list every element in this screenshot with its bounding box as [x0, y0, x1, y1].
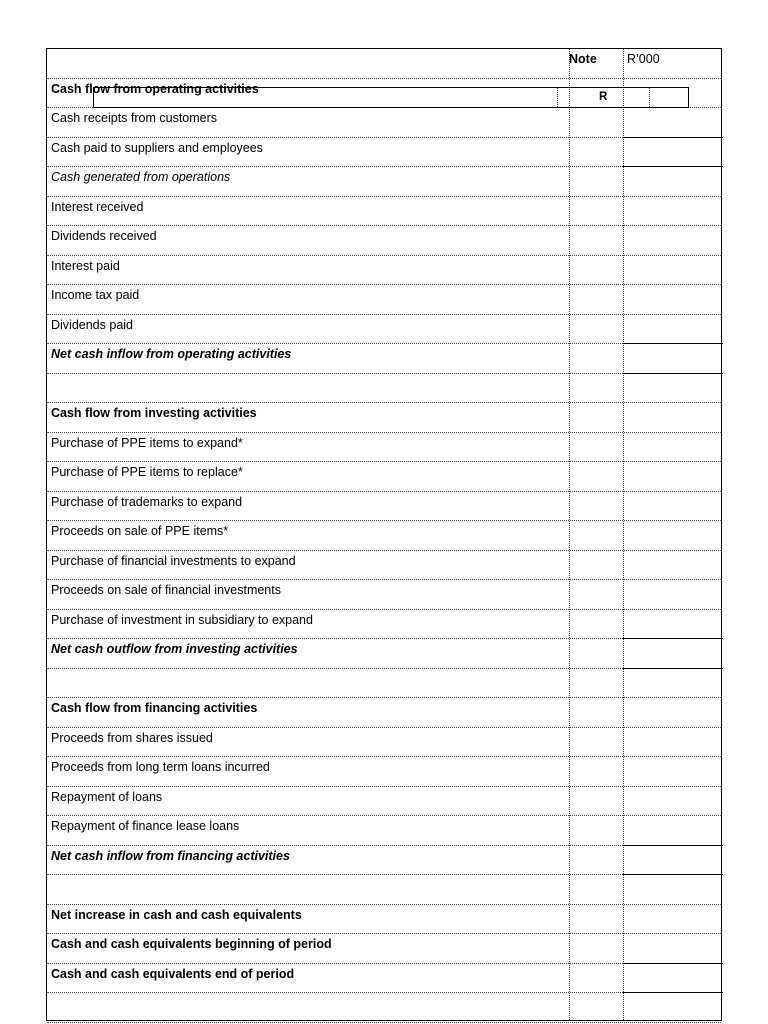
row-label: Net cash inflow from financing activities — [51, 848, 290, 863]
row-label: Purchase of PPE items to replace* — [51, 465, 243, 479]
row-label: Proceeds from shares issued — [51, 730, 213, 745]
row-label: Interest paid — [51, 258, 120, 273]
total-rule — [623, 343, 723, 344]
table-row — [47, 344, 721, 374]
total-rule — [623, 137, 723, 138]
table-row — [47, 934, 721, 964]
table-row — [47, 551, 721, 581]
total-rule — [623, 166, 723, 167]
total-rule — [623, 992, 723, 993]
total-rule — [623, 963, 723, 964]
table-row — [47, 167, 721, 197]
table-row — [47, 580, 721, 610]
row-label: Cash flow from financing activities — [51, 701, 258, 715]
table-row — [47, 669, 721, 699]
table-row — [47, 285, 721, 315]
table-row — [47, 462, 721, 492]
row-label: Cash paid to suppliers and employees — [51, 140, 263, 155]
table-row — [47, 639, 721, 669]
table-row — [47, 521, 721, 551]
table-row — [47, 108, 721, 138]
cash-flow-statement-table — [46, 48, 722, 1021]
row-label: Income tax paid — [51, 288, 140, 302]
table-row — [47, 728, 721, 758]
row-label: Dividends received — [51, 229, 157, 243]
table-row — [47, 226, 721, 256]
table-row — [47, 610, 721, 640]
table-row — [47, 875, 721, 905]
total-rule — [623, 845, 723, 846]
table-row — [47, 315, 721, 345]
table-row — [47, 492, 721, 522]
table-row — [47, 138, 721, 168]
total-rule — [623, 668, 723, 669]
table-row — [47, 433, 721, 463]
total-rule — [623, 638, 723, 639]
table-row — [47, 256, 721, 286]
row-label: Net increase in cash and cash equivalents — [51, 907, 302, 922]
header-row — [47, 49, 721, 79]
table-row — [47, 698, 721, 728]
row-label: Proceeds from long term loans incurred — [51, 760, 270, 774]
row-label: Purchase of financial investments to expand — [51, 553, 296, 568]
table-row — [47, 905, 721, 935]
row-label: Purchase of trademarks to expand — [51, 494, 243, 509]
table-row — [47, 197, 721, 227]
table-row — [47, 757, 721, 787]
row-label: Cash and cash equivalents beginning of period — [51, 937, 332, 951]
row-label: Cash flow from investing activities — [51, 406, 257, 420]
row-label: Repayment of loans — [51, 789, 163, 804]
row-label: Purchase of PPE items to expand* — [51, 435, 243, 450]
table-row — [47, 964, 721, 994]
table-row — [47, 374, 721, 404]
table-row — [47, 846, 721, 876]
table-row — [47, 403, 721, 433]
table-row — [47, 816, 721, 846]
currency-label: R — [599, 91, 608, 103]
row-label: Net cash inflow from operating activities — [51, 347, 292, 361]
total-rule — [623, 373, 723, 374]
row-label: Net cash outflow from investing activities — [51, 642, 298, 656]
currency-overlay-box — [93, 87, 689, 108]
row-label: Dividends paid — [51, 317, 133, 332]
row-label: Interest received — [51, 199, 144, 214]
row-label: Cash flow from operating activities — [51, 81, 259, 96]
note-column-header: Note — [569, 52, 597, 66]
row-label: Repayment of finance lease loans — [51, 819, 240, 833]
total-rule — [623, 874, 723, 875]
row-label: Cash receipts from customers — [51, 111, 218, 125]
row-label: Proceeds on sale of financial investments — [51, 583, 281, 597]
row-label: Proceeds on sale of PPE items* — [51, 524, 229, 538]
amount-column-header: R’000 — [627, 52, 660, 66]
row-label: Cash generated from operations — [51, 170, 231, 184]
table-row — [47, 787, 721, 817]
table-row — [47, 993, 721, 1023]
row-label: Cash and cash equivalents end of period — [51, 966, 295, 981]
row-label: Purchase of investment in subsidiary to expand — [51, 612, 313, 627]
